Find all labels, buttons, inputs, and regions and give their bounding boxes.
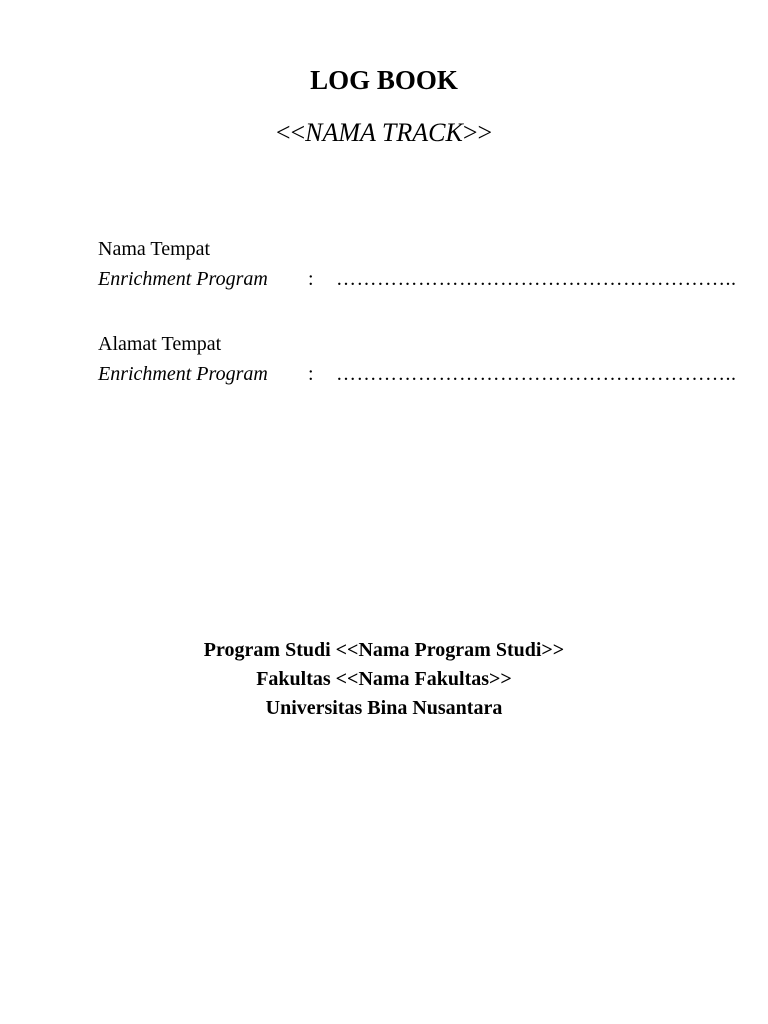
- subtitle-prefix: <<: [275, 118, 306, 147]
- field-separator: :: [308, 363, 314, 385]
- field-label-row: [98, 329, 738, 359]
- field-value-row: [98, 359, 738, 389]
- field-label: Alamat Tempat: [98, 333, 222, 355]
- field-sublabel: Enrichment Program: [98, 363, 268, 385]
- university-line: Universitas Bina Nusantara: [265, 697, 503, 719]
- field-separator: :: [308, 268, 314, 290]
- page-title: LOG BOOK: [310, 65, 458, 95]
- track-name-placeholder: [0, 116, 768, 150]
- field-value-row: [98, 264, 738, 294]
- faculty-line: Fakultas <<Nama Fakultas>>: [256, 668, 512, 690]
- field-blank-line: …………………………………………………..: [336, 363, 737, 385]
- field-blank-line: …………………………………………………..: [336, 268, 737, 290]
- field-nama-tempat: [98, 234, 738, 294]
- field-alamat-tempat: [98, 329, 738, 389]
- subtitle-main: NAMA TRACK: [305, 118, 463, 147]
- study-program-line: Program Studi <<Nama Program Studi>>: [203, 639, 565, 661]
- institution-block: [0, 636, 768, 723]
- field-label-row: [98, 234, 738, 264]
- subtitle-suffix: >>: [462, 118, 493, 147]
- field-label: Nama Tempat: [98, 238, 211, 260]
- field-sublabel: Enrichment Program: [98, 268, 268, 290]
